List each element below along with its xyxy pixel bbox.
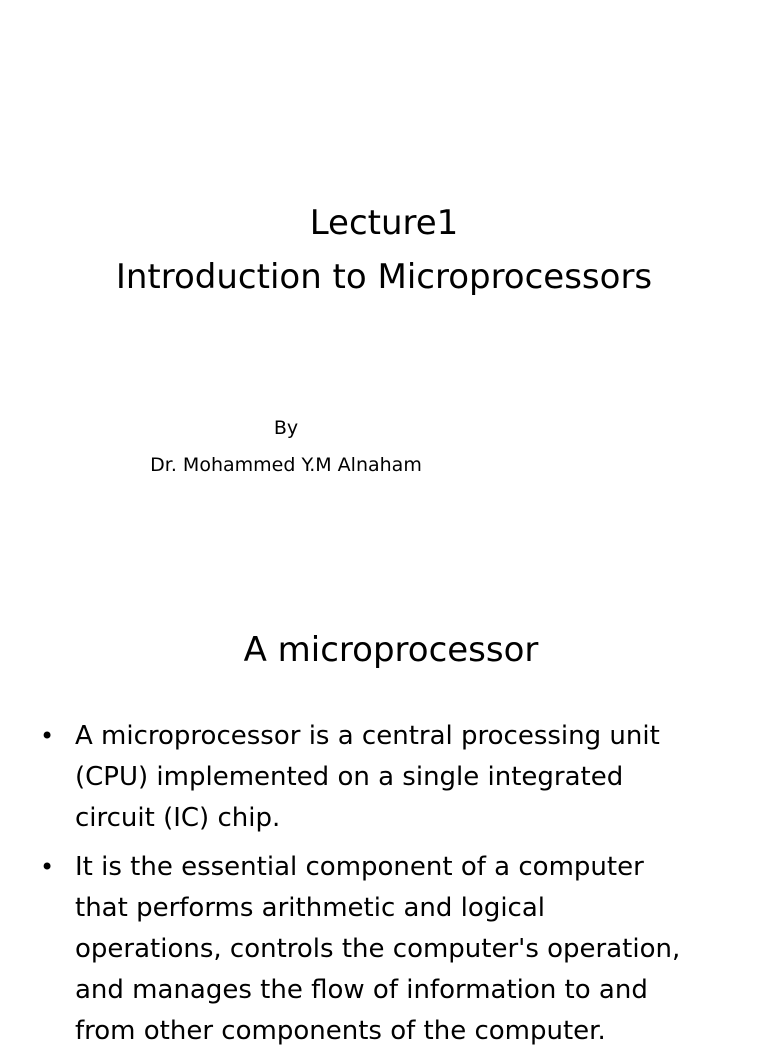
bullet-line: that performs arithmetic and logical xyxy=(75,893,545,923)
bullet-item xyxy=(40,716,740,839)
bullet-line: A microprocessor is a central processing unit xyxy=(75,721,660,751)
bullet-line: circuit (IC) chip. xyxy=(75,803,281,833)
byline-by: By xyxy=(273,417,299,439)
bullet-text xyxy=(75,847,740,1052)
bullet-item xyxy=(40,847,740,1052)
bullet-icon: • xyxy=(40,853,55,881)
bullet-line: from other components of the computer. xyxy=(75,1016,606,1046)
title-line: Lecture1 xyxy=(309,203,459,243)
bullet-text xyxy=(75,716,740,839)
author-byline xyxy=(0,410,572,484)
slide-title xyxy=(0,196,768,304)
bullet-line: (CPU) implemented on a single integrated xyxy=(75,762,624,792)
bullet-line: It is the essential component of a computer xyxy=(75,852,644,882)
bullet-line: and manages the flow of information to and xyxy=(75,975,648,1005)
slide-heading: A microprocessor xyxy=(243,630,539,670)
author-name: Dr. Mohammed Y.M Alnaham xyxy=(150,454,422,476)
content-slide xyxy=(0,576,768,1046)
title-line: Introduction to Microprocessors xyxy=(115,257,653,297)
bullet-list xyxy=(40,716,740,1060)
bullet-icon: • xyxy=(40,722,55,750)
bullet-line: operations, controls the computer's operation, xyxy=(75,934,681,964)
